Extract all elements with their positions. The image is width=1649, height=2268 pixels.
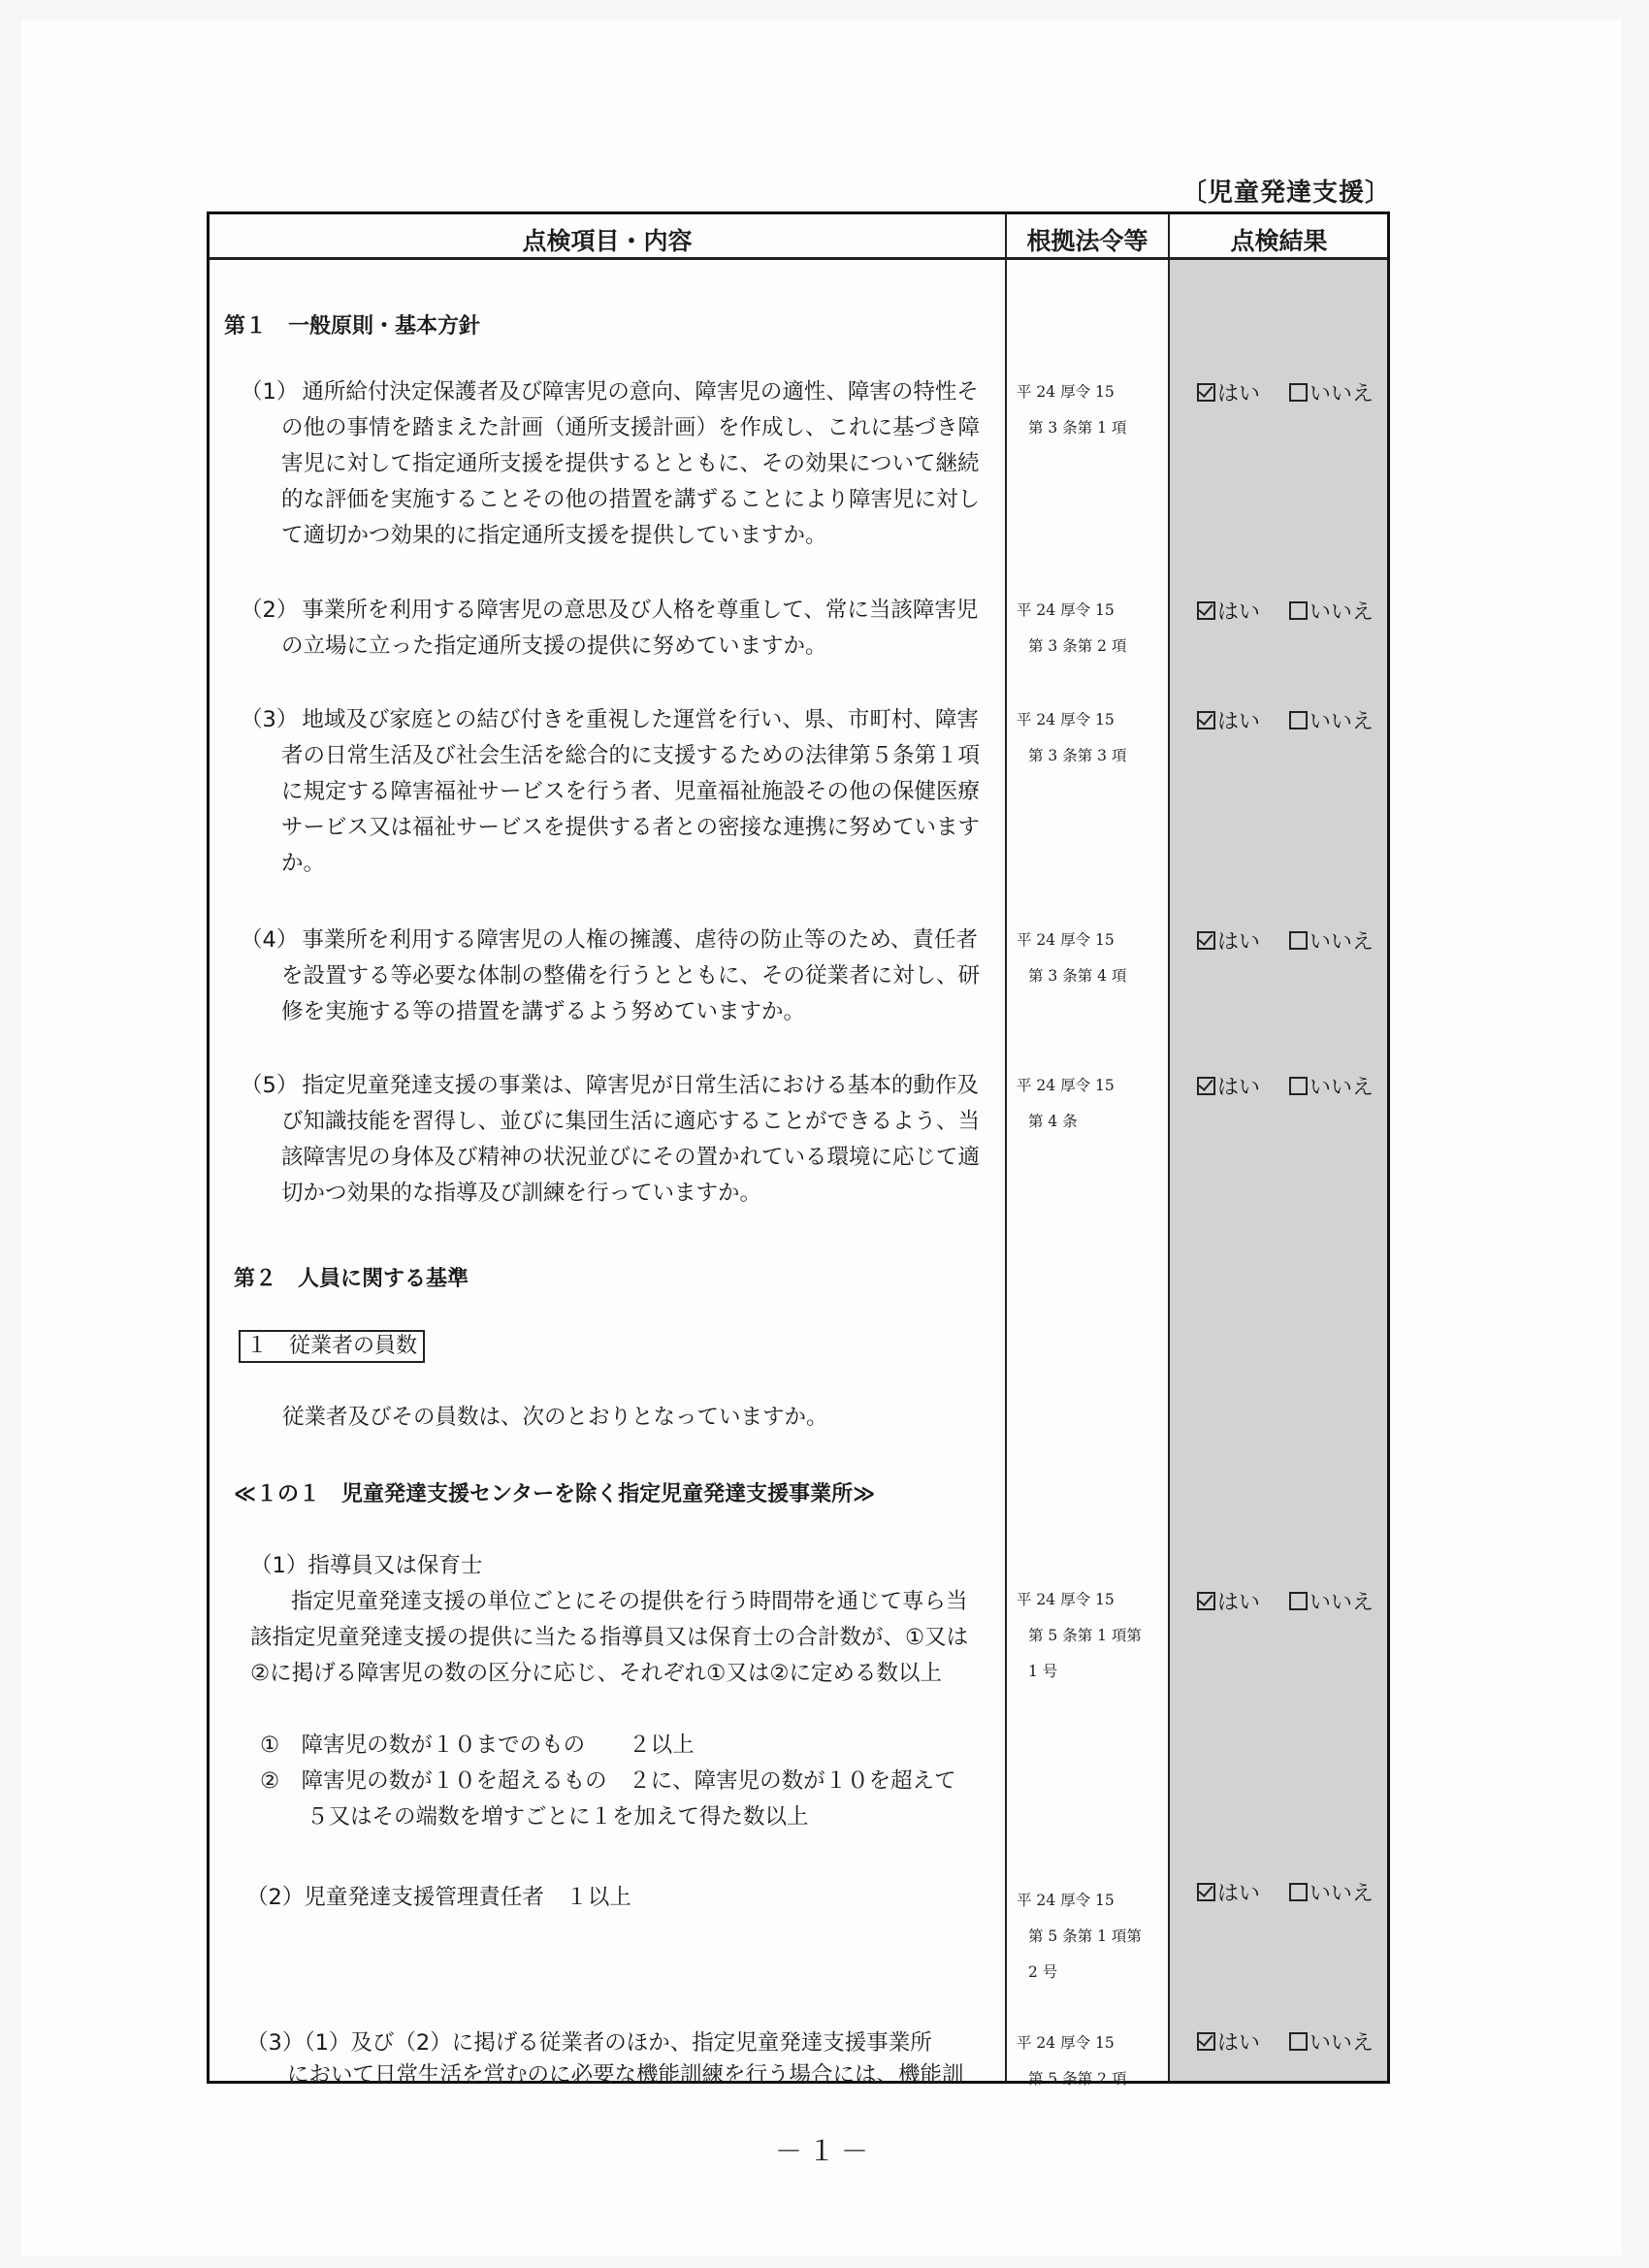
- result-options: はい いいえ: [1197, 925, 1374, 956]
- legal-basis: 平 24 厚令 15 第 3 条第 2 項: [1017, 601, 1127, 655]
- header-divider: [210, 257, 1387, 260]
- list-item: ② 障害児の数が１０を超えるもの ２に、障害児の数が１０を超えて: [260, 1768, 956, 1794]
- page-number: －１－: [774, 2135, 874, 2167]
- check-item-text: において日常生活を営むのに必要な機能訓練を行う場合には、機能訓: [287, 2062, 964, 2088]
- result-options: はい いいえ: [1197, 377, 1374, 407]
- legal-basis: 平 24 厚令 15 第 5 条第 1 項第 2 号: [1017, 1892, 1142, 1981]
- list-item: ① 障害児の数が１０までのもの ２以上: [260, 1733, 695, 1758]
- column-divider: [1168, 214, 1170, 2081]
- check-item-text: （3） 地域及び家庭との結び付きを重視した運営を行い、県、市町村、障害者の日常生活及び社会生活を総合的に支援するための法律第５条第１項に規定する障害福祉サービスを行う者、児童福祉施設その他の保健医療サービス又は福祉サービスを提供する者との密接な連携に努めていますか。: [241, 707, 981, 876]
- check-item-text: （1）指導員又は保育士 指定児童発達支援の単位ごとにその提供を行う時間帯を通じて専ら当該指定児童発達支援の提供に当たる指導員又は保育士の合計数が、①又は②に掲げる障害児の数の区分に応じ、それぞれ①又は②に定める数以上: [250, 1553, 969, 1686]
- document-category-label: 〔児童発達支援〕: [1181, 178, 1392, 208]
- legal-basis: 平 24 厚令 15 第 4 条: [1017, 1077, 1115, 1130]
- result-options: はい いいえ: [1197, 1877, 1374, 1907]
- check-item-text: （1） 通所給付決定保護者及び障害児の意向、障害児の適性、障害の特性その他の事情を踏まえた計画（通所支援計画）を作成し、これに基づき障害児に対して指定通所支援を提供するとともに、その効果について継続的な評価を実施することその他の措置を講ずることにより障害児に対して適切かつ効果的に指定通所支援を提供していますか。: [241, 379, 981, 548]
- result-options: はい いいえ: [1197, 2026, 1374, 2057]
- check-item-text: （4） 事業所を利用する障害児の人権の擁護、虐待の防止等のため、責任者を設置する等必要な体制の整備を行うとともに、その従業者に対し、研修を実施する等の措置を講ずるよう努めていますか。: [241, 927, 981, 1024]
- inspection-table: [207, 211, 1390, 2088]
- legal-basis: 平 24 厚令 15 第 3 条第 4 項: [1017, 931, 1127, 985]
- result-options: はい いいえ: [1197, 1071, 1374, 1101]
- yes-checkbox[interactable]: [1197, 931, 1215, 950]
- no-checkbox[interactable]: [1289, 2032, 1308, 2051]
- intro-text: 従業者及びその員数は、次のとおりとなっていますか。: [282, 1405, 828, 1430]
- section-title: 第２ 人員に関する基準: [234, 1267, 469, 1291]
- yes-checkbox[interactable]: [1197, 2032, 1215, 2051]
- yes-checkbox[interactable]: [1197, 1883, 1215, 1901]
- list-item: ５又はその端数を増すごとに１を加えて得た数以上: [307, 1804, 809, 1830]
- no-checkbox[interactable]: [1289, 383, 1308, 402]
- check-item-text: （5） 指定児童発達支援の事業は、障害児が日常生活における基本的動作及び知識技能を習得し、並びに集団生活に適応することができるよう、当該障害児の身体及び精神の状況並びにその置かれている環境に応じて適切かつ効果的な指導及び訓練を行っていますか。: [241, 1073, 981, 1206]
- yes-checkbox[interactable]: [1197, 1592, 1215, 1610]
- no-checkbox[interactable]: [1289, 1883, 1308, 1901]
- group-heading: ≪１の１ 児童発達支援センターを除く指定児童発達支援事業所≫: [234, 1482, 876, 1507]
- check-item-text: （2）児童発達支援管理責任者 １以上: [246, 1885, 631, 1910]
- result-column-shading: [1169, 260, 1387, 2081]
- header-basis: 根拠法令等: [1026, 227, 1148, 255]
- legal-basis: 平 24 厚令 15 第 5 条第 2 項: [1017, 2034, 1127, 2088]
- no-checkbox[interactable]: [1289, 711, 1308, 729]
- check-item-text: （3）（1）及び（2）に掲げる従業者のほか、指定児童発達支援事業所: [246, 2030, 932, 2056]
- result-options: はい いいえ: [1197, 705, 1374, 735]
- yes-checkbox[interactable]: [1197, 1077, 1215, 1095]
- yes-checkbox[interactable]: [1197, 383, 1215, 402]
- section-title: 第１ 一般原則・基本方針: [224, 314, 481, 339]
- legal-basis: 平 24 厚令 15 第 5 条第 1 項第 1 号: [1017, 1591, 1142, 1680]
- no-checkbox[interactable]: [1289, 931, 1308, 950]
- yes-checkbox[interactable]: [1197, 711, 1215, 729]
- result-options: はい いいえ: [1197, 1586, 1374, 1616]
- legal-basis: 平 24 厚令 15 第 3 条第 3 項: [1017, 711, 1127, 764]
- no-checkbox[interactable]: [1289, 1592, 1308, 1610]
- header-result: 点検結果: [1230, 227, 1328, 255]
- yes-checkbox[interactable]: [1197, 601, 1215, 620]
- result-options: はい いいえ: [1197, 596, 1374, 626]
- legal-basis: 平 24 厚令 15 第 3 条第 1 項: [1017, 383, 1127, 437]
- no-checkbox[interactable]: [1289, 1077, 1308, 1095]
- no-checkbox[interactable]: [1289, 601, 1308, 620]
- check-item-text: （2） 事業所を利用する障害児の意思及び人格を尊重して、常に当該障害児の立場に立った指定通所支援の提供に努めていますか。: [241, 598, 979, 659]
- column-divider: [1005, 214, 1007, 2081]
- subsection-label: １ 従業者の員数: [239, 1330, 425, 1363]
- header-item: 点検項目・内容: [522, 227, 693, 255]
